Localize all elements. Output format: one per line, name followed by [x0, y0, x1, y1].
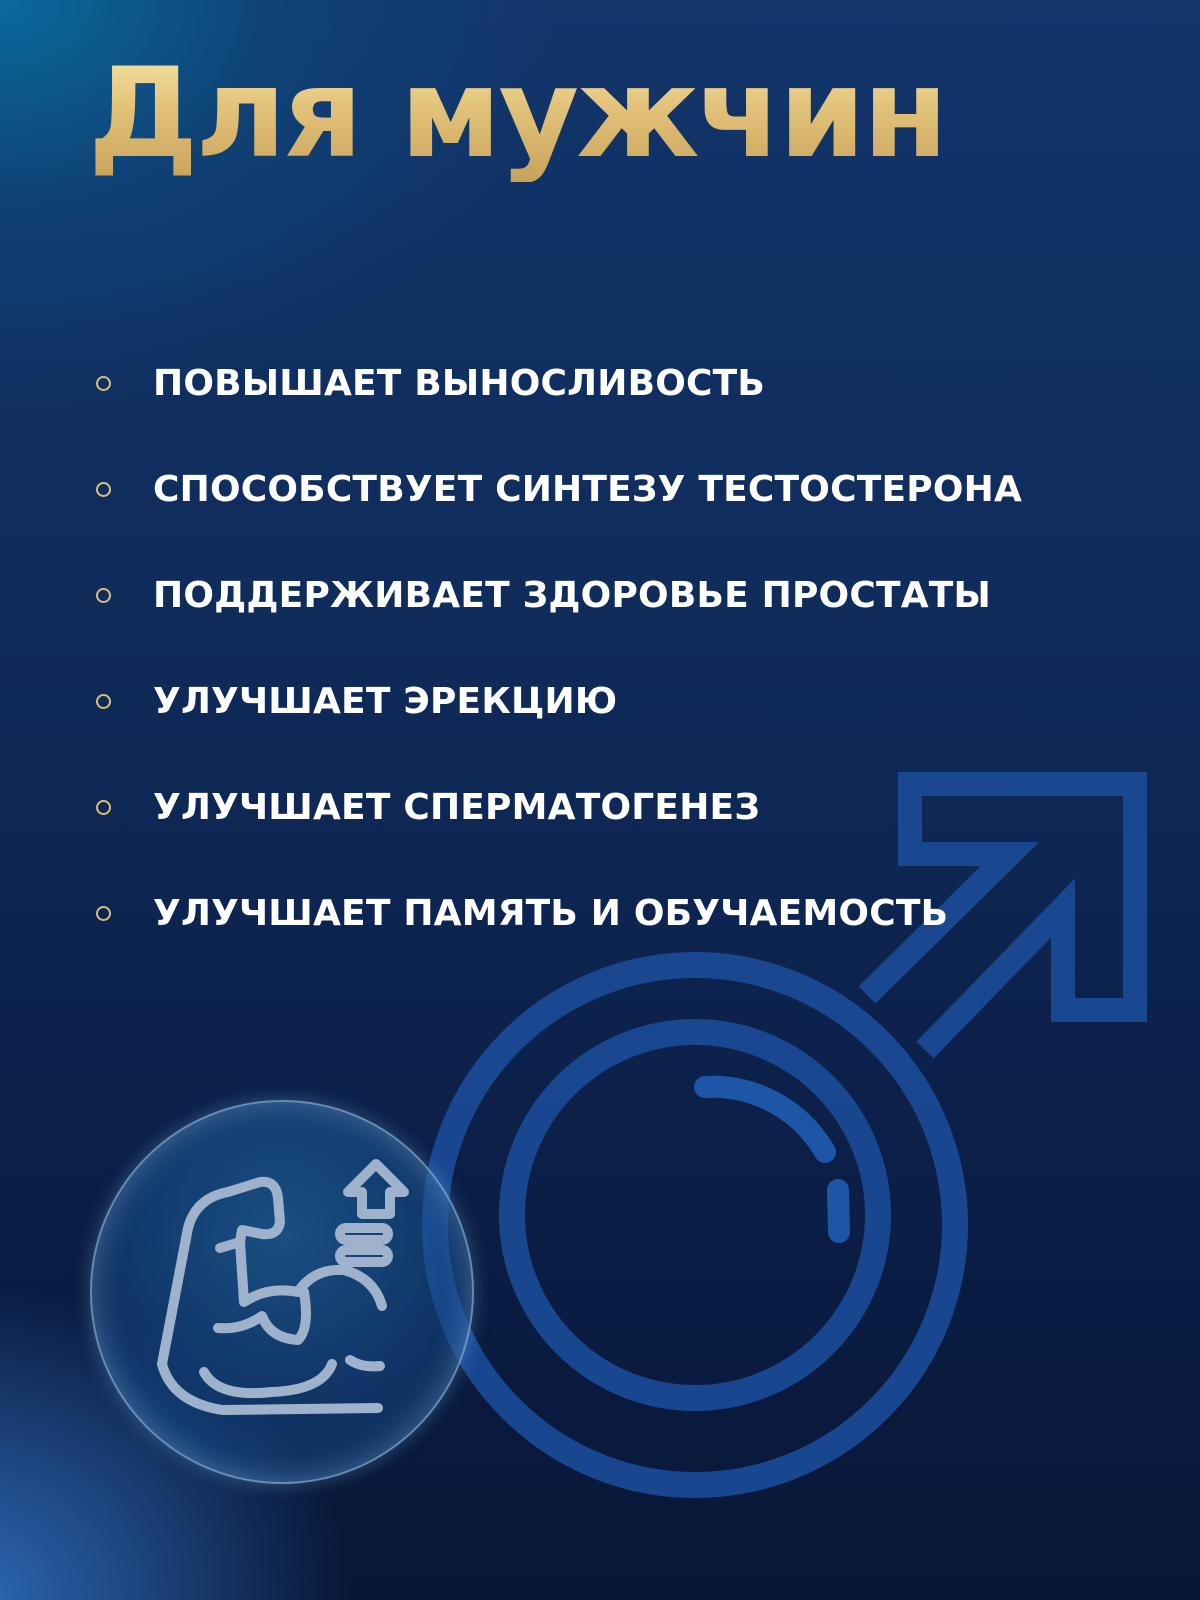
bullet-circle-icon	[96, 482, 111, 497]
list-item	[96, 436, 1022, 542]
list-item	[96, 860, 1022, 966]
bullet-circle-icon	[96, 376, 111, 391]
benefits-list	[96, 330, 1022, 966]
flexed-arm-strength-up-icon	[92, 1102, 476, 1486]
benefit-text: ПОВЫШАЕТ ВЫНОСЛИВОСТЬ	[153, 362, 766, 404]
bullet-circle-icon	[96, 588, 111, 603]
list-item	[96, 542, 1022, 648]
list-item	[96, 648, 1022, 754]
benefit-text: УЛУЧШАЕТ СПЕРМАТОГЕНЕЗ	[153, 786, 761, 828]
list-item	[96, 754, 1022, 860]
page-title: Для мужчин	[88, 42, 946, 186]
bullet-circle-icon	[96, 694, 111, 709]
bullet-circle-icon	[96, 800, 111, 815]
list-item	[96, 330, 1022, 436]
benefit-text: ПОДДЕРЖИВАЕТ ЗДОРОВЬЕ ПРОСТАТЫ	[153, 574, 992, 616]
strength-bubble	[90, 1100, 474, 1484]
benefit-text: УЛУЧШАЕТ ЭРЕКЦИЮ	[153, 680, 618, 722]
bullet-circle-icon	[96, 906, 111, 921]
benefit-text: СПОСОБСТВУЕТ СИНТЕЗУ ТЕСТОСТЕРОНА	[153, 468, 1023, 510]
benefit-text: УЛУЧШАЕТ ПАМЯТЬ И ОБУЧАЕМОСТЬ	[153, 892, 949, 934]
